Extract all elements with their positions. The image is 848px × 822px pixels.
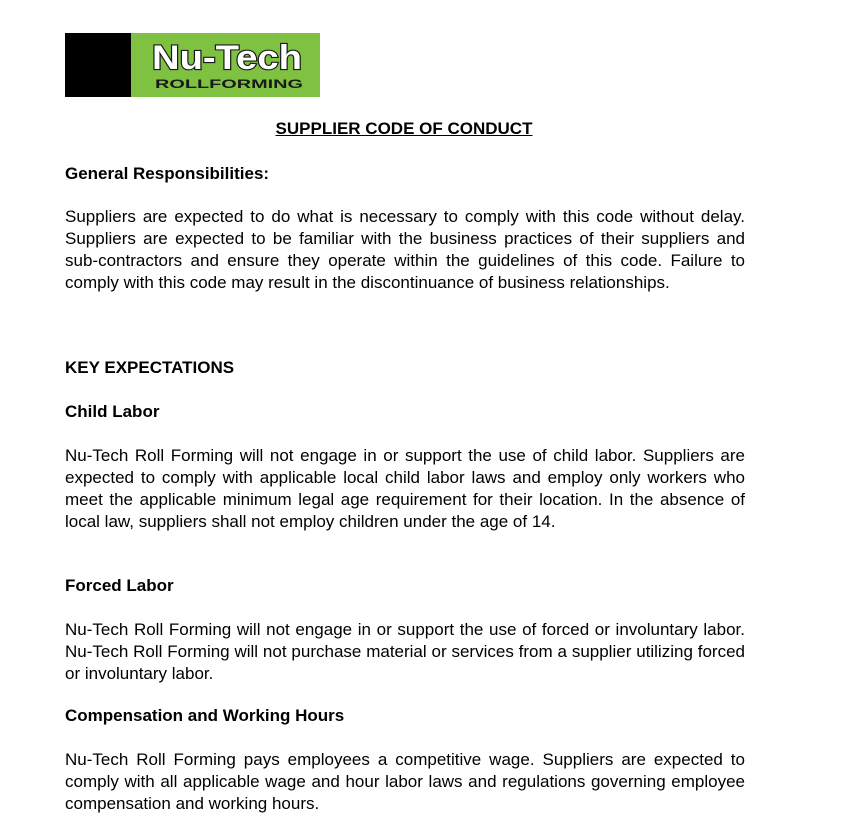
- document-title: SUPPLIER CODE OF CONDUCT: [275, 119, 533, 138]
- logo-brand-text: Nu-Tech: [152, 39, 302, 77]
- general-responsibilities-text: Suppliers are expected to do what is necessary to comply with this code without delay. Suppliers are expected to be familiar with the business practices of their suppliers and sub-contractors and ensure they operate within the guidelines of this code. Failure to comply with this code may result in the discontinuance of business relationships.: [65, 207, 745, 292]
- child-labor-text: Nu-Tech Roll Forming will not engage in or support the use of child labor. Suppliers are expected to comply with applicable local child labor laws and employ only workers who meet the applicable minimum legal age requirement for their location. In the absence of local law, suppliers shall not employ children under the age of 14.: [65, 446, 745, 531]
- logo-green-block: [131, 33, 320, 97]
- forced-labor-heading: Forced Labor: [65, 576, 174, 595]
- key-expectations-heading: KEY EXPECTATIONS: [65, 358, 235, 377]
- compensation-text: Nu-Tech Roll Forming pays employees a competitive wage. Suppliers are expected to comply with all applicable wage and hour labor laws and regulations governing employee compensation and working hours.: [65, 750, 745, 813]
- general-responsibilities-heading: General Responsibilities:: [65, 164, 270, 183]
- forced-labor-text: Nu-Tech Roll Forming will not engage in or support the use of forced or involuntary labor. Nu-Tech Roll Forming will not purchase material or services from a supplier utilizing forced or involuntary labor.: [65, 620, 745, 683]
- logo-black-block: [65, 33, 131, 97]
- company-logo: [65, 33, 320, 97]
- child-labor-heading: Child Labor: [65, 402, 160, 421]
- logo-wordmark: [131, 33, 320, 97]
- logo-tagline-text: ROLLFORMING: [155, 77, 303, 91]
- compensation-heading: Compensation and Working Hours: [65, 706, 345, 725]
